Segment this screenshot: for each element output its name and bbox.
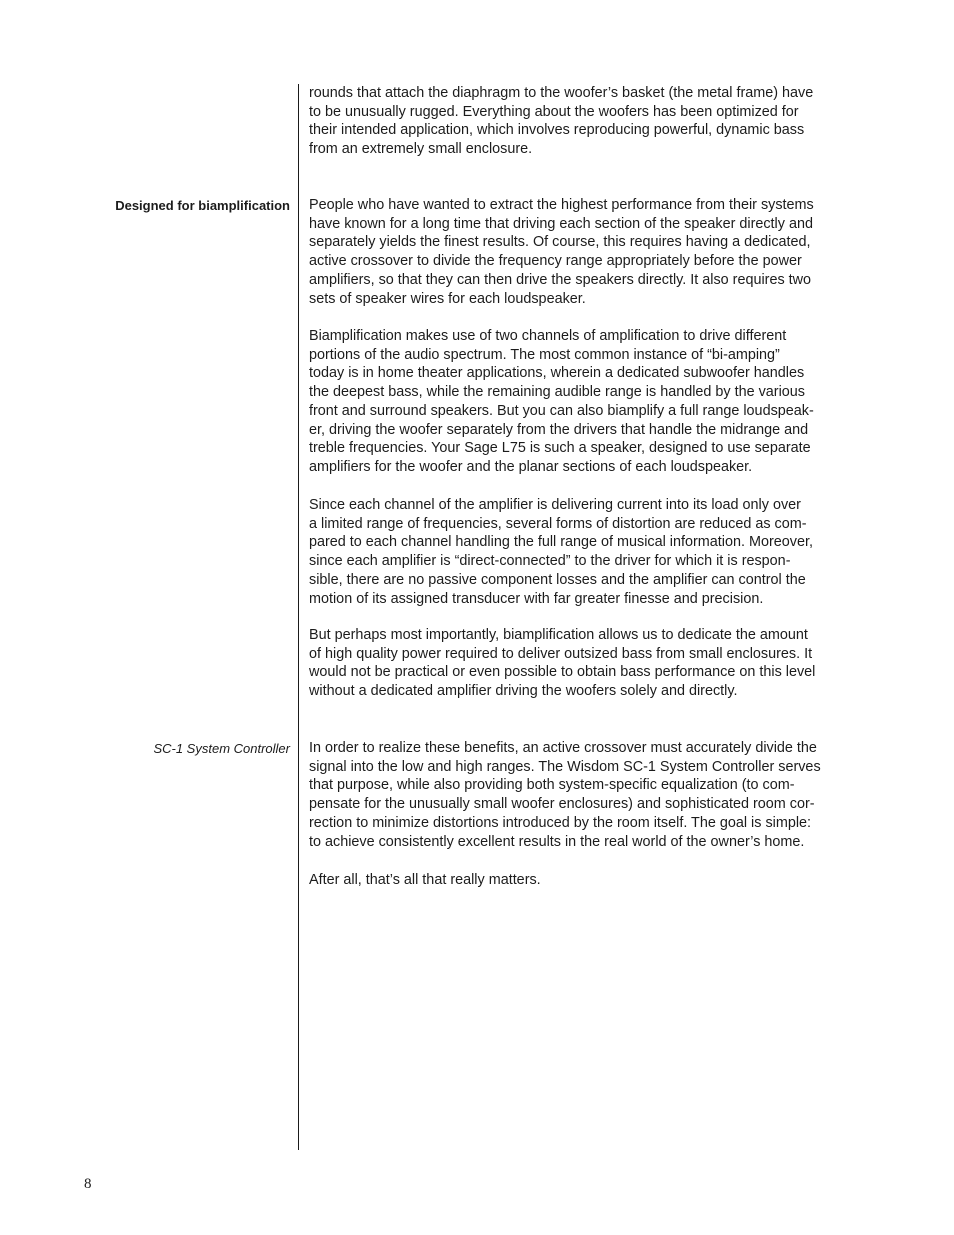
body-paragraph: People who have wanted to extract the highest performance from their systems have known for a long time that driving each section of the speaker directly and separately yields the finest results. Of course, this requires having a dedicated, active crossover to divide the frequency range appropriately before the power amplifiers, so that they can then drive the speakers directly. It also requires two sets of speaker wires for each loudspeaker. (309, 197, 814, 307)
body-paragraph: Since each channel of the amplifier is delivering current into its load only over a limited range of frequencies, several forms of distortion are reduced as com- pared to each channel handling the full range of musical information. Moreover, since each amplifier is “direct-connected” to the driver for which it is respon- sible, there are no passive component losses and the amplifier can control the motion of its assigned transducer with far greater finesse and precision. (309, 497, 813, 607)
body-paragraph: In order to realize these benefits, an active crossover must accurately divide the signal into the low and high ranges. The Wisdom SC-1 System Controller serves that purpose, while also providing both system-specific equalization (to com- pensate for the unusually small woofer enclosures) and sophisticated room cor- rection to minimize distortions introduced by the room itself. The goal is simple: to achieve consistently excellent results in the real world of the owner’s home. (309, 740, 821, 850)
page-number: 8 (84, 1176, 92, 1192)
section-heading-biamplification: Designed for biamplification (115, 198, 290, 213)
section-heading-sc1-controller: SC-1 System Controller (153, 741, 290, 756)
body-paragraph: After all, that’s all that really matters. (309, 872, 541, 888)
vertical-rule (298, 84, 299, 1150)
body-paragraph: rounds that attach the diaphragm to the woofer’s basket (the metal frame) have to be unusually rugged. Everything about the woofers has been optimized for their intended application, which involves reproducing powerful, dynamic bass from an extremely small enclosure. (309, 85, 814, 158)
body-paragraph: But perhaps most importantly, biamplification allows us to dedicate the amount of high quality power required to deliver outsized bass from small enclosures. It would not be practical or even possible to obtain bass performance on this level without a dedicated amplifier driving the woofers solely and directly. (309, 627, 816, 700)
body-paragraph: Biamplification makes use of two channels of amplification to drive different portions of the audio spectrum. The most common instance of “bi-amping” today is in home theater applications, wherein a dedicated subwoofer handles the deepest bass, while the remaining audible range is handled by the various front and surround speakers. But you can also biamplify a full range loudspeak- er, driving the woofer separately from the drivers that handle the midrange and treble frequencies. Your Sage L75 is such a speaker, designed to use separate amplifiers for the woofer and the planar sections of each loudspeaker. (309, 328, 814, 475)
